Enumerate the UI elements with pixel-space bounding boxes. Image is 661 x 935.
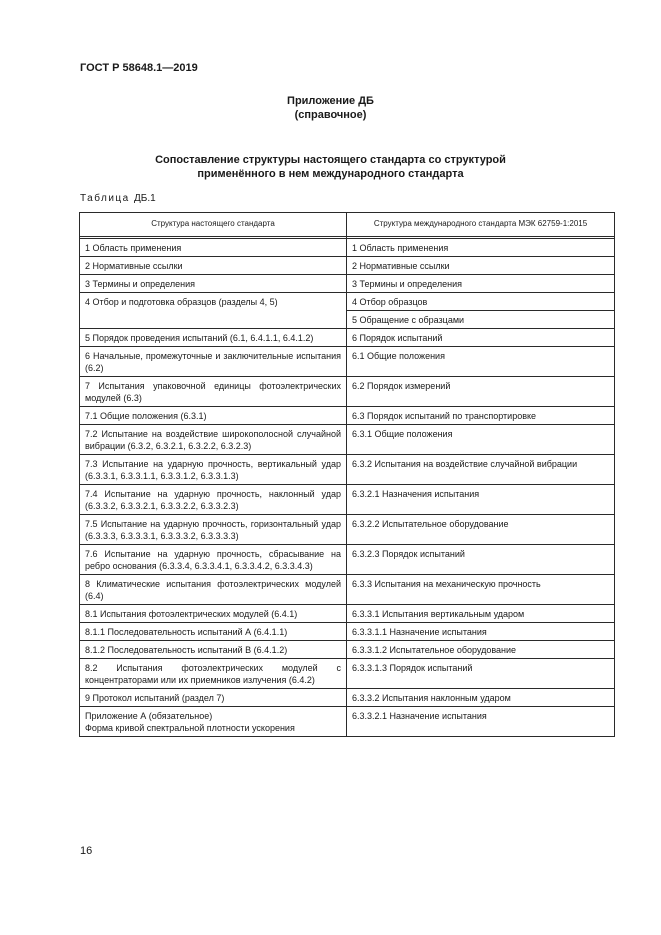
annex-a-title: Приложение А (обязательное) — [85, 711, 213, 721]
international-cell: 6.3.3.1.3 Порядок испытаний — [347, 659, 615, 689]
international-cell: 1 Область применения — [347, 239, 615, 257]
national-cell: 7.1 Общие положения (6.3.1) — [80, 407, 347, 425]
international-cell: 6.3 Порядок испытаний по транспортировке — [347, 407, 615, 425]
table-row — [80, 515, 615, 545]
appendix-subtitle: (справочное) — [294, 109, 367, 121]
table-row — [80, 545, 615, 575]
col-header-international-standard: Структура международного стандарта МЭК 62759-1:2015 — [347, 213, 615, 237]
national-cell: 7.3 Испытание на ударную прочность, вертикальный удар (6.3.3.1, 6.3.3.1.1, 6.3.3.1.2, 6.3.3.1.3) — [80, 455, 347, 485]
table-row — [80, 455, 615, 485]
international-cell: 6.3.2.3 Порядок испытаний — [347, 545, 615, 575]
national-cell: 7.2 Испытание на воздействие широкополосной случайной вибрации (6.3.2, 6.3.2.1, 6.3.2.2, 6.3.2.3) — [80, 425, 347, 455]
international-cell: 5 Обращение с образцами — [347, 311, 615, 329]
national-cell: 1 Область применения — [80, 239, 347, 257]
international-cell: 6.3.3.2 Испытания наклонным ударом — [347, 689, 615, 707]
table-row — [80, 425, 615, 455]
national-cell: 5 Порядок проведения испытаний (6.1, 6.4.1.1, 6.4.1.2) — [80, 329, 347, 347]
international-cell: 6.3.3.1.2 Испытательное оборудование — [347, 641, 615, 659]
table-row — [80, 239, 615, 257]
international-cell: 6.3.3 Испытания на механическую прочность — [347, 575, 615, 605]
national-cell: 8.1.2 Последовательность испытаний В (6.4.1.2) — [80, 641, 347, 659]
comparison-title-line-1: Сопоставление структуры настоящего стандарта со структурой — [155, 154, 506, 166]
national-cell: 8 Климатические испытания фотоэлектрических модулей (6.4) — [80, 575, 347, 605]
international-cell: 6.1 Общие положения — [347, 347, 615, 377]
table-row — [80, 641, 615, 659]
national-cell: 6 Начальные, промежуточные и заключительные испытания (6.2) — [80, 347, 347, 377]
comparison-title-line-2: применённого в нем международного стандарта — [197, 168, 464, 180]
national-cell: 4 Отбор и подготовка образцов (разделы 4, 5) — [80, 293, 347, 329]
table-row — [80, 257, 615, 275]
international-cell: 6.3.2.2 Испытательное оборудование — [347, 515, 615, 545]
national-cell: 8.1 Испытания фотоэлектрических модулей (6.4.1) — [80, 605, 347, 623]
table-label-number: ДБ.1 — [134, 193, 156, 204]
national-cell: 7.4 Испытание на ударную прочность, наклонный удар (6.3.3.2, 6.3.3.2.1, 6.3.3.2.2, 6.3.3.2.3) — [80, 485, 347, 515]
international-cell: 6.3.3.1 Испытания вертикальным ударом — [347, 605, 615, 623]
table-row — [80, 707, 615, 737]
comparison-title — [0, 153, 661, 181]
national-cell: 8.1.1 Последовательность испытаний А (6.4.1.1) — [80, 623, 347, 641]
document-code: ГОСТ Р 58648.1—2019 — [80, 62, 198, 74]
international-cell: 6.3.2.1 Назначения испытания — [347, 485, 615, 515]
national-cell: 9 Протокол испытаний (раздел 7) — [80, 689, 347, 707]
international-cell: 2 Нормативные ссылки — [347, 257, 615, 275]
international-cell: 4 Отбор образцов — [347, 293, 615, 311]
table-row — [80, 605, 615, 623]
table-row — [80, 377, 615, 407]
table-row — [80, 659, 615, 689]
table-row — [80, 407, 615, 425]
international-cell: 6.2 Порядок измерений — [347, 377, 615, 407]
appendix-title: Приложение ДБ — [287, 95, 374, 107]
national-cell: 7.5 Испытание на ударную прочность, горизонтальный удар (6.3.3.3, 6.3.3.3.1, 6.3.3.3.2, 6.3.3.3.3) — [80, 515, 347, 545]
national-cell: 3 Термины и определения — [80, 275, 347, 293]
national-cell: 8.2 Испытания фотоэлектрических модулей с концентраторами или их приемников излучения (6.4.2) — [80, 659, 347, 689]
table-row — [80, 689, 615, 707]
international-cell: 6.3.3.2.1 Назначение испытания — [347, 707, 615, 737]
table-label — [80, 193, 156, 204]
table-header-row — [80, 213, 615, 237]
table-row — [80, 347, 615, 377]
national-cell: 2 Нормативные ссылки — [80, 257, 347, 275]
table-row — [80, 485, 615, 515]
structure-comparison-table — [79, 212, 615, 737]
table-row — [80, 293, 615, 311]
international-cell: 6.3.3.1.1 Назначение испытания — [347, 623, 615, 641]
table-row — [80, 275, 615, 293]
annex-a-subtitle: Форма кривой спектральной плотности ускорения — [85, 723, 295, 733]
international-cell: 6 Порядок испытаний — [347, 329, 615, 347]
table-row — [80, 575, 615, 605]
international-cell: 6.3.2 Испытания на воздействие случайной вибрации — [347, 455, 615, 485]
appendix-heading — [0, 94, 661, 122]
national-cell — [80, 707, 347, 737]
national-cell: 7 Испытания упаковочной единицы фотоэлектрических модулей (6.3) — [80, 377, 347, 407]
col-header-national-standard: Структура настоящего стандарта — [80, 213, 347, 237]
international-cell: 3 Термины и определения — [347, 275, 615, 293]
table-row — [80, 623, 615, 641]
international-cell: 6.3.1 Общие положения — [347, 425, 615, 455]
table-label-word: Таблица — [80, 193, 130, 204]
national-cell: 7.6 Испытание на ударную прочность, сбрасывание на ребро основания (6.3.3.4, 6.3.3.4.1, 6.3.3.4.2, 6.3.3.4.3) — [80, 545, 347, 575]
page-number: 16 — [80, 845, 93, 857]
table-row — [80, 329, 615, 347]
